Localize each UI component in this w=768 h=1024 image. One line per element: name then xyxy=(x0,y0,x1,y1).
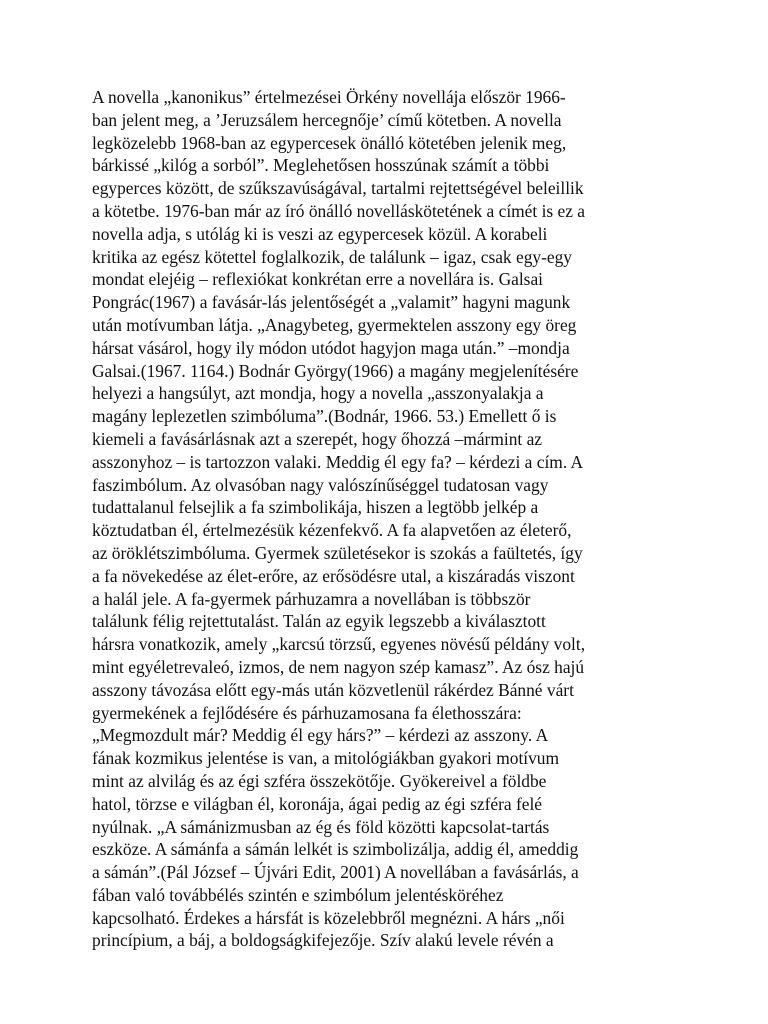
text-line: ban jelent meg, a ’Jeruzsálem hercegnője’ című kötetben. A novella xyxy=(92,109,562,130)
text-line: hársat vásárol, hogy ily módon utódot hagyjon maga után.” –mondja xyxy=(92,337,570,358)
text-line: „Megmozdult már? Meddig él egy hárs?” – kérdezi az asszony. A xyxy=(92,725,549,746)
text-line: mint az alvilág és az égi szféra összekötője. Gyökereivel a földbe xyxy=(92,770,547,791)
text-line: az öröklétszimbóluma. Gyermek születésekor is szokás a faültetés, így xyxy=(92,542,583,563)
text-line: eszköze. A sámánfa a sámán lelkét is szimbolizálja, addig él, ameddig xyxy=(92,839,579,860)
text-line: mint egyéletrevaleó, izmos, de nem nagyon szép kamasz”. Az ósz hajú xyxy=(92,656,585,677)
text-line: asszony távozása előtt egy-más után közvetlenül rákérdez Bánné várt xyxy=(92,679,574,700)
text-line: mondat elejéig – reflexiókat konkrétan erre a novellára is. Galsai xyxy=(92,269,544,290)
text-line: novella adja, s utólág ki is veszi az egypercesek közül. A korabeli xyxy=(92,223,548,244)
text-line: fának kozmikus jelentése is van, a mitológiákban gyakori motívum xyxy=(92,748,560,769)
text-line: kiemeli a favásárlásnak azt a szerepét, hogy őhozzá –mármint az xyxy=(92,428,543,449)
text-line: kapcsolható. Érdekes a hársfát is közelebbről megnézni. A hárs „női xyxy=(92,907,565,928)
text-line: faszimbólum. Az olvasóban nagy valószínűséggel tudatosan vagy xyxy=(92,474,549,495)
text-line: hatol, törzse e világban él, koronája, ágai pedig az égi szféra felé xyxy=(92,793,543,814)
text-line: hársra vonatkozik, amely „karcsú törzsű, egyenes növésű példány volt, xyxy=(92,634,586,655)
text-line: bárkissé „kilóg a sorból”. Meglehetősen hosszúnak számít a többi xyxy=(92,155,550,176)
text-line: a sámán”.(Pál József – Újvári Edit, 2001) A novellában a favásárlás, a xyxy=(92,862,579,883)
text-line: találunk félig rejtettutalást. Talán az egyik legszebb a kiválasztott xyxy=(92,611,546,632)
text-line: kritika az egész kötettel foglalkozik, de találunk – igaz, csak egy-egy xyxy=(92,246,572,267)
text-line: fában való továbbélés szintén e szimbólum jelentésköréhez xyxy=(92,884,504,905)
text-line: a fa növekedése az élet-erőre, az erősödésre utal, a kiszáradás viszont xyxy=(92,565,575,586)
text-line: legközelebb 1968-ban az egypercesek önálló kötetében jelenik meg, xyxy=(92,132,567,153)
text-line: magány leplezetlen szimbóluma”.(Bodnár, 1966. 53.) Emellett ő is xyxy=(92,406,557,427)
text-line: Pongrác(1967) a favásár-lás jelentőségét a „valamit” hagyni magunk xyxy=(92,292,571,313)
text-line: helyezi a hangsúlyt, azt mondja, hogy a novella „asszonyalakja a xyxy=(92,383,544,404)
text-line: Galsai.(1967. 1164.) Bodnár György(1966) a magány megjelenítésére xyxy=(92,360,579,381)
text-line: egyperces között, de szűkszavúságával, tartalmi rejtettségével beleillik xyxy=(92,178,584,199)
text-line: gyermekének a fejlődésére és párhuzamosana fa élethosszára: xyxy=(92,702,522,723)
text-line: a kötetbe. 1976-ban már az író önálló novelláskötetének a címét is ez a xyxy=(92,200,586,221)
text-line: köztudatban él, értelmezésük kézenfekvő. A fa alapvetően az életerő, xyxy=(92,520,572,541)
text-line: princípium, a báj, a boldogságkifejezője. Szív alakú levele révén a xyxy=(92,930,554,951)
text-line: a halál jele. A fa-gyermek párhuzamra a novellában is többször xyxy=(92,588,531,609)
text-line: tudattalanul felsejlik a fa szimbolikája, hiszen a legtöbb jelkép a xyxy=(92,497,539,518)
text-line: A novella „kanonikus” értelmezései Örkény novellája először 1966- xyxy=(92,87,566,107)
body-text xyxy=(92,86,585,952)
text-line: nyúlnak. „A sámánizmusban az ég és föld közötti kapcsolat-tartás xyxy=(92,816,550,837)
text-line: után motívumban látja. „Anagybeteg, gyermektelen asszony egy öreg xyxy=(92,314,577,335)
text-line: asszonyhoz – is tartozzon valaki. Meddig él egy fa? – kérdezi a cím. A xyxy=(92,451,584,472)
